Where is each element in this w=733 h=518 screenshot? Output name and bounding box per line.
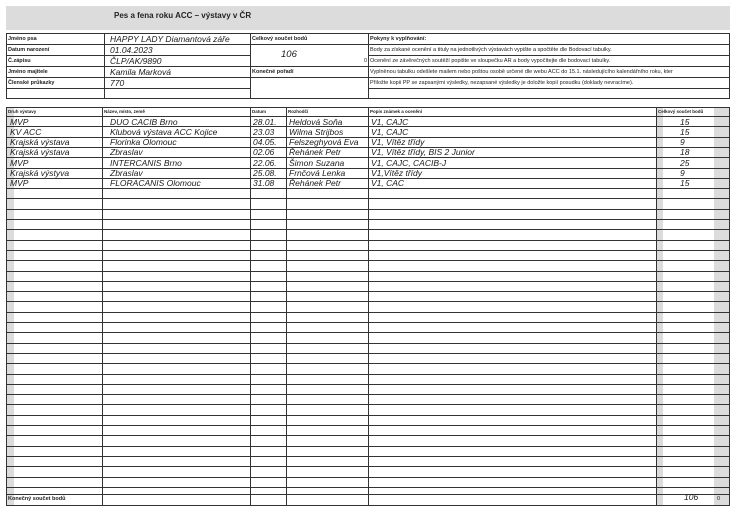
table-header-4: Popis známek a ocenění [370,109,423,114]
table-cell-awards: V1,Vítěz třídy [371,168,423,178]
table-cell-awards: V1, Vítěz třídy, BIS 2 Junior [371,147,475,158]
table-cell-points: 9 [680,168,685,178]
table-row-line [6,312,730,313]
label-owner-name: Jméno majitele [8,69,48,75]
table-row-line [6,374,730,375]
table-row-line [6,240,730,241]
table-row-line [6,229,730,230]
table-cell-date: 25.08. [253,168,277,178]
table-cell-date: 04.05. [253,137,277,148]
table-cell-type: MVP [10,178,29,189]
table-cell-awards: V1, CAJC, CACIB-J [371,157,447,168]
table-cell-type: Krajská výstava [10,147,70,158]
table-header-3: Rozhodčí [288,109,309,114]
value-owner-name: Kamila Marková [110,67,171,77]
table-row-line [6,219,730,220]
table-cell-judge: Wilma Strijbos [289,126,344,137]
table-cell-type: MVP [10,116,29,127]
table-cell-name: INTERCANIS Brno [110,157,182,168]
table-cell-judge: Řehánek Petr [289,147,341,158]
table-row-line [6,260,730,261]
table-cell-awards: V1, Vítěz třídy [371,137,425,148]
table-cell-date: 31.08 [253,178,275,189]
value-birth-date: 01.04.2023 [110,45,153,55]
value-member-card: 770 [110,78,125,88]
label-total-points: Celkový součet bodů [252,36,308,42]
instruction-line-3: Vyplněnou tabulku odešlete mailem nebo poštou osobě určené dle webu ACC do 15.1. následujícího kalendářního roku, kter [370,69,673,75]
value-dog-name: HAPPY LADY Diamantová záře [110,34,230,44]
table-cell-date: 02.06 [253,147,275,158]
table-header-5: Celkový součet bodů [658,109,704,114]
table-cell-name: DUO CACIB Brno [110,116,178,127]
value-total-points: 106 [281,49,297,60]
table-cell-awards: V1, CAC [371,178,405,189]
table-row-line [6,456,730,457]
label-member-card: Členské průkazky [8,80,55,86]
table-row-line [6,291,730,292]
table-cell-date: 22.06. [253,157,277,168]
label-final-rank: Konečné pořadí [252,69,294,75]
table-row-line [6,250,730,251]
table-cell-awards: V1, CAJC [371,116,409,127]
table-row-line [6,466,730,467]
table-cell-points: 18 [680,147,690,158]
table-cell-name: Klubová výstava ACC Kojice [110,126,218,137]
table-cell-judge: Heldová Soňa [289,116,343,127]
table-cell-awards: V1, CAJC [371,126,409,137]
table-cell-points: 15 [680,126,690,137]
value-final-total-zero: 0 [717,496,721,502]
table-cell-name: Florinka Olomouc [110,137,177,148]
table-cell-type: MVP [10,157,29,168]
table-row-line [6,209,730,210]
table-cell-points: 15 [680,178,690,189]
table-row-line [6,384,730,385]
value-total-points-zero: 0 [364,58,368,64]
table-cell-points: 9 [680,137,685,148]
table-row-line [6,281,730,282]
sheet-title: Pes a fena roku ACC – výstavy v ČR [114,11,252,20]
table-cell-points: 15 [680,116,690,127]
table-header-1: Název, místo, země [104,109,145,114]
table-row-line [6,446,730,447]
table-cell-points: 25 [680,157,690,168]
table-cell-date: 23.03 [253,126,275,137]
table-cell-type: Krajská výstyva [10,168,70,178]
table-cell-name: Zbraslav [110,168,143,178]
table-row-line [6,322,730,323]
table-row-line [6,425,730,426]
table-row-line [6,415,730,416]
instruction-line-1: Body za získané ocenění a tituly na jednotlivých výstavách vypište a spočtěte dle Bodovací tabulky. [370,47,612,53]
table-cell-name: Zbraslav [110,147,143,158]
table-footer-line [6,494,730,495]
instruction-line-4: Přiložte kopii PP se zapsanými výsledky, nezapsané výsledky je doložte kopií posudku (doklady nevracíme). [370,80,634,86]
table-cell-judge: Řehánek Petr [289,178,341,189]
table-cell-type: KV ACC [10,126,42,137]
label-registry: Č.zápisu [8,58,31,64]
title-bar [6,6,730,30]
table-row-line [6,198,730,199]
table-cell-date: 28.01. [253,116,277,127]
score-sheet [6,6,730,514]
label-instructions-title: Pokyny k vyplňování: [370,36,427,42]
label-dog-name: Jméno psa [8,36,37,42]
table-cell-judge: Šimon Suzana [289,157,345,168]
table-row-line [6,332,730,333]
table-row-line [6,343,730,344]
table-row-line [6,271,730,272]
table-header-0: Druh výstavy [8,109,37,114]
instruction-line-2: Ocenění ze závěrečných soutěží popište ve sloupečku AR a body vypočítejte dle bodovací tabulky. [370,58,611,64]
table-row-line [6,435,730,436]
table-cell-name: FLORACANIS Olomouc [110,178,201,189]
table-cell-judge: Frnčová Lenka [289,168,346,178]
table-cell-judge: Felszeghyová Eva [289,137,359,148]
table-header-2: Datum [252,109,267,114]
table-cell-type: Krajská výstava [10,137,70,148]
table-row-line [6,487,730,488]
label-final-total: Konečný součet bodů [8,496,66,502]
value-final-total: 106 [684,492,699,502]
table-row-line [6,301,730,302]
table-row-line [6,363,730,364]
table-row-line [6,404,730,405]
table-row-line [6,353,730,354]
label-birth-date: Datum narození [8,47,50,53]
value-registry: ČLP/AK/9890 [110,56,162,66]
table-row-line [6,477,730,478]
table-row-line [6,394,730,395]
